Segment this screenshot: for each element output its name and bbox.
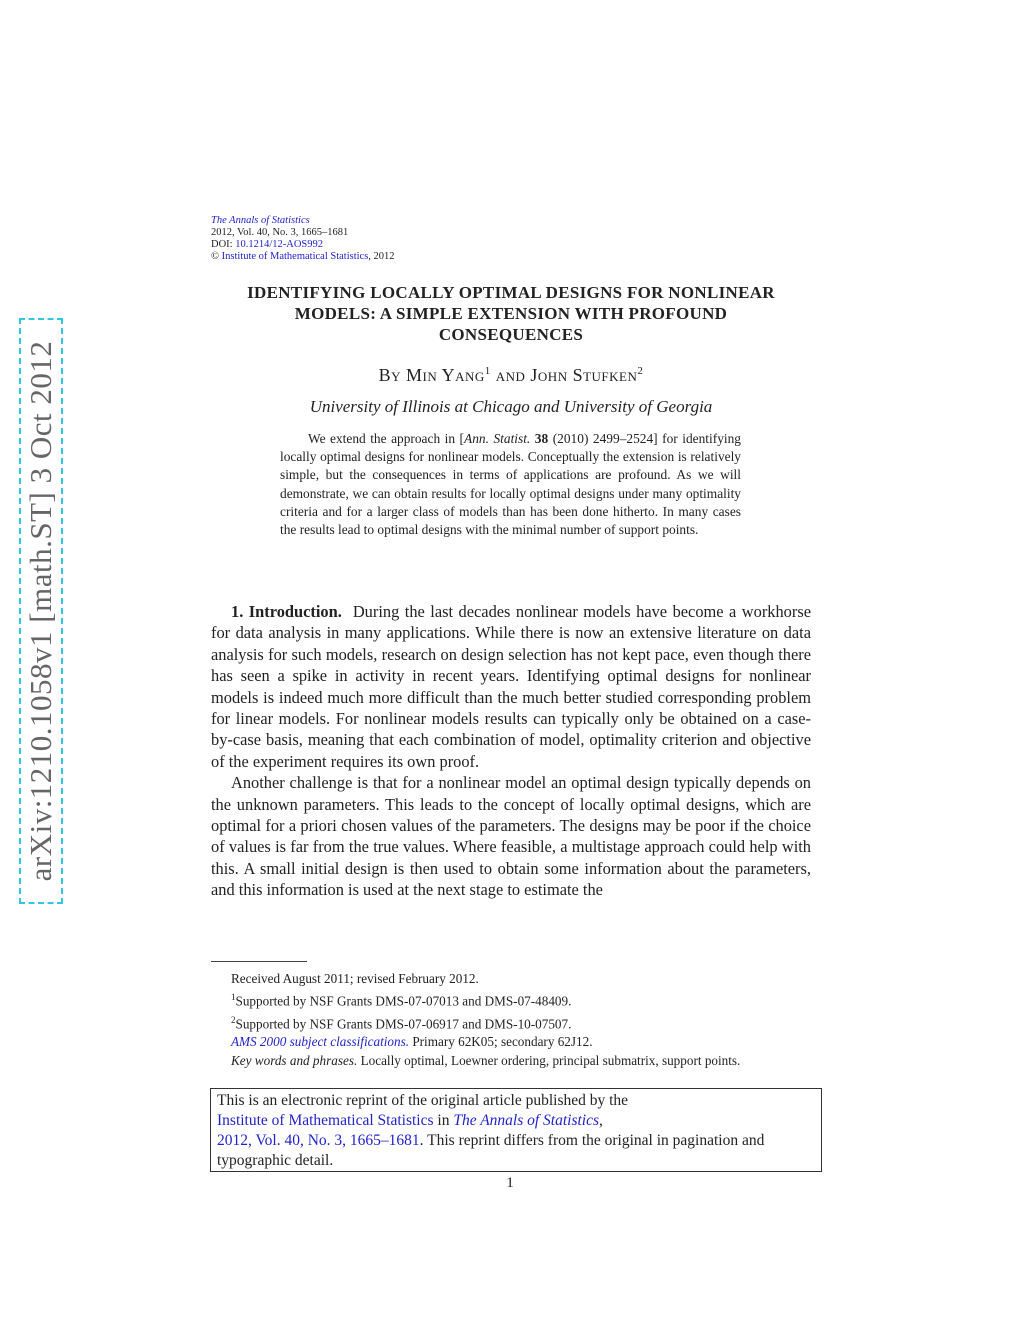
received-note: Received August 2011; revised February 2012. xyxy=(231,971,479,986)
journal-volume: 2012, Vol. 40, No. 3, 1665–1681 xyxy=(211,227,349,238)
journal-name-link[interactable]: The Annals of Statistics xyxy=(211,215,310,226)
copyright-year: , 2012 xyxy=(368,251,395,262)
reprint-in: in xyxy=(433,1112,454,1129)
author-line xyxy=(211,365,811,386)
keywords-text: Locally optimal, Loewner ordering, principal submatrix, support points. xyxy=(357,1052,741,1068)
section-heading: 1. Introduction. xyxy=(231,602,342,621)
author-2: John Stufken xyxy=(530,365,638,385)
reprint-comma: , xyxy=(599,1112,603,1129)
ams-classification-text: Primary 62K05; secondary 62J12. xyxy=(409,1034,593,1050)
arxiv-stamp[interactable]: arXiv:1210.1058v1 [math.ST] 3 Oct 2012 xyxy=(23,340,58,882)
intro-paragraph-1-text: During the last decades nonlinear models have become a workhorse for data analysis in many applications. While there is now an extensive literature on data analysis for such models, research on design selection has not kept pace, even though there has seen a spike in activity in recent years. Identifying optimal designs for nonlinear models is indeed much more difficult than the much better studied corresponding problem for linear models. For nonlinear models results can typically only be obtained on a case-by-case basis, meaning that each combination of model, optimality criterion and objective of the experiment requires its own proof. xyxy=(211,602,811,771)
abstract-post: (2010) 2499–2524] for identifying locally optimal designs for nonlinear models. Conceptually the extension is relatively simple, but the consequences in terms of applications are profound. As we will demonstrate, we can obtain results for locally optimal designs under many optimality criteria and for a larger class of models than has been done hitherto. In many cases the results lead to optimal designs with the minimal number of support points. xyxy=(280,431,742,538)
footnote-1-mark: 1 xyxy=(231,992,236,1003)
keywords xyxy=(211,1052,811,1070)
affiliation: University of Illinois at Chicago and University of Georgia xyxy=(309,397,713,416)
page-number: 1 xyxy=(506,1175,514,1191)
author-1-footnote-mark[interactable]: 1 xyxy=(484,365,491,377)
by-label: By xyxy=(378,365,407,385)
footnote-2-text: Supported by NSF Grants DMS-07-06917 and DMS-10-07507. xyxy=(235,1016,572,1032)
abstract-cite-journal: Ann. Statist. xyxy=(464,431,531,446)
doi-label: DOI: xyxy=(211,239,236,250)
ams-classification-link[interactable]: AMS 2000 subject classifications. xyxy=(231,1034,410,1050)
abstract xyxy=(280,430,741,539)
author-1: Min Yang xyxy=(406,365,485,385)
intro-paragraph-2: Another challenge is that for a nonlinear model an optimal design typically depends on the unknown parameters. This leads to the concept of locally optimal designs, which are optimal for a priori chosen values of the parameters. The designs may be poor if the choice of values is far from the true values. Where feasible, a multistage approach could help with this. A small initial design is then used to obtain some information about the parameters, and this information is used at the next stage to estimate the xyxy=(211,773,811,900)
abstract-pre: We extend the approach in [ xyxy=(308,431,465,446)
publisher-link[interactable]: Institute of Mathematical Statistics xyxy=(221,251,369,262)
title-line-3: CONSEQUENCES xyxy=(438,325,584,344)
keywords-label: Key words and phrases. xyxy=(231,1052,358,1068)
reprint-text-1: This is an electronic reprint of the original article published by the xyxy=(217,1092,629,1109)
reprint-text-2: . This reprint differs from the original in pagination and typographic detail. xyxy=(217,1132,765,1169)
doi-link[interactable]: 10.1214/12-AOS992 xyxy=(235,239,324,250)
reprint-publisher-link[interactable]: Institute of Mathematical Statistics xyxy=(217,1112,434,1129)
and-label: and xyxy=(490,365,531,385)
footnotes xyxy=(211,970,811,1070)
reprint-journal-link[interactable]: The Annals of Statistics xyxy=(453,1112,600,1129)
journal-header xyxy=(211,215,395,263)
copyright-icon: © xyxy=(211,251,219,262)
footnote-1-text: Supported by NSF Grants DMS-07-07013 and DMS-07-48409. xyxy=(235,993,572,1009)
ams-classification xyxy=(211,1033,811,1051)
footnote-divider xyxy=(211,961,307,962)
footnote-1 xyxy=(211,988,811,1011)
title-line-1: IDENTIFYING LOCALLY OPTIMAL DESIGNS FOR NONLINEAR xyxy=(247,283,775,302)
journal-doi-line xyxy=(211,239,395,251)
intro-paragraph-1 xyxy=(211,601,811,772)
abstract-cite-volume: 38 xyxy=(530,431,549,446)
reprint-volume-link[interactable]: 2012, Vol. 40, No. 3, 1665–1681 xyxy=(217,1132,420,1149)
reprint-notice xyxy=(210,1088,822,1172)
paper-title xyxy=(211,282,811,345)
title-line-2: MODELS: A SIMPLE EXTENSION WITH PROFOUND xyxy=(294,304,728,323)
section-introduction xyxy=(211,601,811,901)
author-2-footnote-mark[interactable]: 2 xyxy=(637,365,644,377)
footnote-2-mark: 2 xyxy=(231,1014,236,1025)
journal-copyright-line xyxy=(211,251,395,263)
footnote-2 xyxy=(211,1011,811,1034)
